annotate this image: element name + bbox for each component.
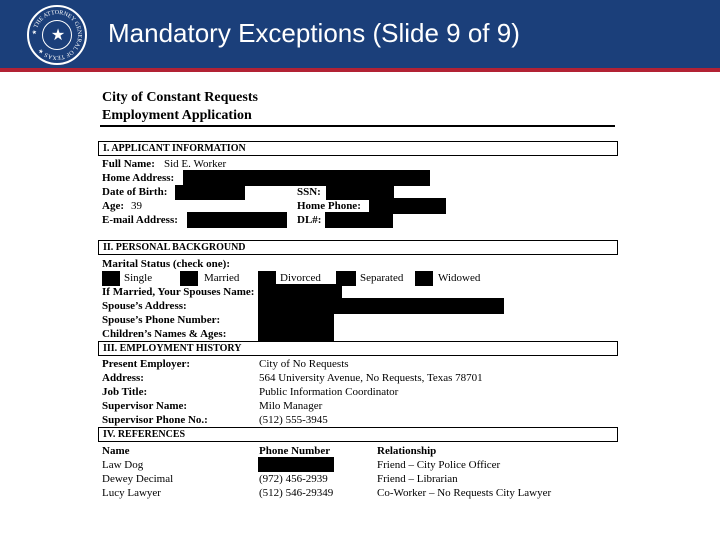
home-address-label: Home Address: [102, 172, 175, 184]
supervisor-name-value: Milo Manager [259, 400, 323, 412]
ref-name: Lucy Lawyer [102, 487, 161, 499]
supervisor-name-label: Supervisor Name: [102, 400, 188, 412]
dl-label: DL#: [297, 214, 322, 226]
ref-relationship: Co-Worker – No Requests City Lawyer [377, 487, 552, 499]
ssn-label: SSN: [297, 186, 321, 198]
section-applicant-info [98, 141, 618, 156]
option-single: Single [124, 272, 153, 284]
checkbox-married-redacted [180, 271, 198, 286]
children-label: Children’s Names & Ages: [102, 328, 227, 340]
spouse-name-label: If Married, Your Spouses Name: [102, 286, 255, 298]
option-divorced: Divorced [280, 272, 321, 284]
section-references [98, 427, 618, 442]
option-separated: Separated [360, 272, 404, 284]
option-widowed: Widowed [438, 272, 481, 284]
present-employer-label: Present Employer: [102, 358, 191, 370]
spouse-phone-label: Spouse’s Phone Number: [102, 314, 221, 326]
ref-name: Law Dog [102, 459, 144, 471]
doc-org-title: City of Constant Requests [102, 90, 258, 105]
age-label: Age: [102, 200, 124, 212]
redaction-spouse-phone [258, 313, 334, 327]
full-name-label: Full Name: [102, 158, 155, 170]
ref-header-phone: Phone Number [259, 445, 331, 457]
section-employment-history [98, 341, 618, 356]
dob-label: Date of Birth: [102, 186, 168, 198]
marital-status-label: Marital Status (check one): [102, 258, 231, 270]
doc-form-title: Employment Application [102, 108, 252, 123]
ref-relationship: Friend – City Police Officer [377, 459, 501, 471]
ref-header-name: Name [102, 445, 130, 457]
redaction-dob [175, 185, 245, 200]
checkbox-single-redacted [102, 271, 120, 286]
ref-name: Dewey Decimal [102, 473, 174, 485]
attorney-general-seal-logo [27, 5, 87, 65]
present-employer-value: City of No Requests [259, 358, 349, 370]
doc-title-rule [100, 125, 615, 127]
employer-address-value: 564 University Avenue, No Requests, Texas 78701 [259, 372, 483, 384]
seal-inner-ring [42, 20, 72, 50]
email-label: E-mail Address: [102, 214, 178, 226]
section-title: II. PERSONAL BACKGROUND [103, 242, 246, 253]
ref-phone: (972) 456-2939 [259, 473, 328, 485]
redaction-email [187, 212, 287, 228]
checkbox-widowed-redacted [415, 271, 433, 286]
job-title-value: Public Information Coordinator [259, 386, 399, 398]
job-title-label: Job Title: [102, 386, 148, 398]
svg-text:★ THE ATTORNEY GENERAL OF TEXA: ★ THE ATTORNEY GENERAL OF TEXAS ★ [31, 9, 83, 61]
ref-relationship: Friend – Librarian [377, 473, 458, 485]
redaction-children [258, 326, 334, 341]
employer-address-label: Address: [102, 372, 144, 384]
section-title: I. APPLICANT INFORMATION [103, 143, 246, 154]
supervisor-phone-label: Supervisor Phone No.: [102, 414, 208, 426]
ref-phone: (512) 546-29349 [259, 487, 334, 499]
section-personal-background [98, 240, 618, 255]
slide-title: Mandatory Exceptions (Slide 9 of 9) [108, 18, 520, 48]
age-value: 39 [131, 200, 142, 212]
redaction-spouse-address [258, 298, 504, 314]
ref-header-relationship: Relationship [377, 445, 437, 457]
spouse-address-label: Spouse’s Address: [102, 300, 187, 312]
redaction-dl [325, 212, 393, 228]
supervisor-phone-value: (512) 555-3945 [259, 414, 328, 426]
redaction-home-address [183, 170, 430, 186]
home-phone-label: Home Phone: [297, 200, 361, 212]
full-name-value: Sid E. Worker [164, 158, 227, 170]
option-married: Married [204, 272, 240, 284]
redaction-ref-phone [258, 457, 334, 472]
section-title: III. EMPLOYMENT HISTORY [103, 343, 242, 354]
star-icon: ★ [50, 25, 66, 44]
header-accent-line [0, 68, 720, 72]
redaction-spouse-name [258, 284, 342, 299]
section-title: IV. REFERENCES [103, 429, 186, 440]
